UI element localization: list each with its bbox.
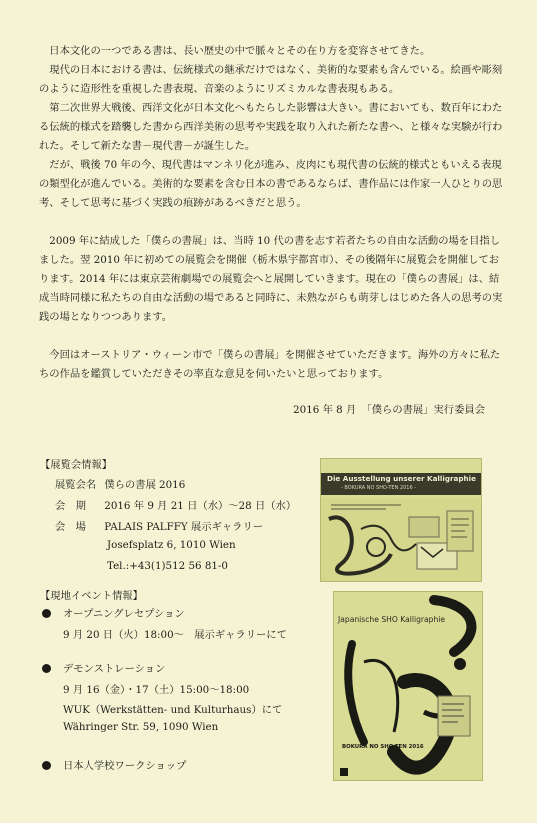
exhibition-period-label: 会 期: [55, 500, 86, 512]
intro-paragraph-5: 2009 年に結成した「僕らの書展」は、当時 10 代の書を志す若者たちの自由な活動の場を目指しました。翌 2010 年に初めての展覧会を開催（栃木県宇都宮市）、その後隔年に展覧会を開催しております。2014 年には東京芸術劇場での展覧会へと展開していきます。現在の「僕らの書展」は、結成当時同様に私たちの自由な活動の場であると同時に、未熟ながらも萌芽しはじめた各人の思考の実践の場となりつつあります。: [39, 235, 503, 323]
poster-1-subtitle: - BOKURA NO SHO-TEN 2016 -: [341, 485, 417, 491]
signature: 2016 年 8 月 「僕らの書展」実行委員会: [293, 404, 485, 416]
exhibition-poster-small: [320, 458, 482, 582]
exhibition-name-value: 僕らの書展 2016: [104, 479, 186, 491]
exhibition-venue-row: [55, 518, 263, 533]
intro-paragraph-1: 日本文化の一つである書は、長い歴史の中で脈々とその在り方を変容させてきた。: [49, 45, 431, 57]
poster-2-name: BOKURA NO SHO-TEN 2016: [342, 744, 424, 750]
bullet-icon: [42, 609, 51, 618]
exhibition-name-row: [55, 476, 185, 491]
event-1-detail: 9 月 20 日（火）18:00～ 展示ギャラリーにて: [63, 629, 287, 641]
event-2-venue: WUK（Werkstätten- und Kulturhaus）にて: [63, 704, 283, 716]
event-2-title: デモンストレーション: [63, 663, 166, 675]
poster-1-title: Die Ausstellung unserer Kalligraphie: [327, 474, 476, 483]
exhibition-period-row: [55, 497, 296, 512]
event-2-time: 9 月 16（金）・17（土）15:00～18:00: [63, 684, 250, 696]
poster-1-artwork: [321, 459, 481, 581]
intro-paragraph-3: 第二次世界大戦後、西洋文化が日本文化へもたらした影響は大きい。書においても、数百年にわたる伝統的様式を踏襲した書から西洋美術の思考や実践を取り入れた新たな書へ、と様々な実験が行われた。そして新たな書－現代書－が誕生した。: [39, 102, 503, 152]
exhibition-address: Josefsplatz 6, 1010 Wien: [107, 539, 236, 551]
poster-2-title: Japanische SHO Kalligraphie: [338, 615, 446, 624]
event-3-title: 日本人学校ワークショップ: [63, 760, 187, 772]
exhibition-period-value: 2016 年 9 月 21 日（水）～28 日（水）: [104, 500, 297, 512]
exhibition-venue-value: PALAIS PALFFY 展示ギャラリー: [104, 521, 264, 533]
intro-paragraph-2: 現代の日本における書は、伝統様式の継承だけではなく、美術的な要素も含んでいる。絵画や彫刻のように造形性を重視した書表現、音楽のようにリズミカルな書表現もある。: [39, 64, 503, 95]
event-1-title: オープニングレセプション: [63, 608, 185, 620]
intro-text: [39, 42, 505, 384]
intro-paragraph-4: だが、戦後 70 年の今、現代書はマンネリ化が進み、皮肉にも現代書の伝統的様式ともいえる表現の類型化が進んでいる。美術的な要素を含む日本の書であるならば、書作品には作家一人ひとりの思考、そして思考に基づく実践の痕跡があるべきだと思う。: [39, 159, 503, 209]
bullet-icon: [42, 664, 51, 673]
exhibition-tel: Tel.:+43(1)512 56 81-0: [107, 560, 228, 572]
events-heading: 【現地イベント情報】: [40, 590, 143, 602]
exhibition-venue-label: 会 場: [55, 521, 86, 533]
bullet-icon: [42, 761, 51, 770]
exhibition-heading: 【展覧会情報】: [40, 459, 113, 471]
event-2-address: Währinger Str. 59, 1090 Wien: [63, 721, 219, 733]
exhibition-poster-large: [333, 591, 483, 781]
exhibition-name-label: 展覧会名: [55, 479, 97, 491]
intro-paragraph-6: 今回はオーストリア・ウィーン市で「僕らの書展」を開催させていただきます。海外の方々に私たちの作品を鑑賞していただきその率直な意見を伺いたいと思っております。: [39, 349, 501, 380]
